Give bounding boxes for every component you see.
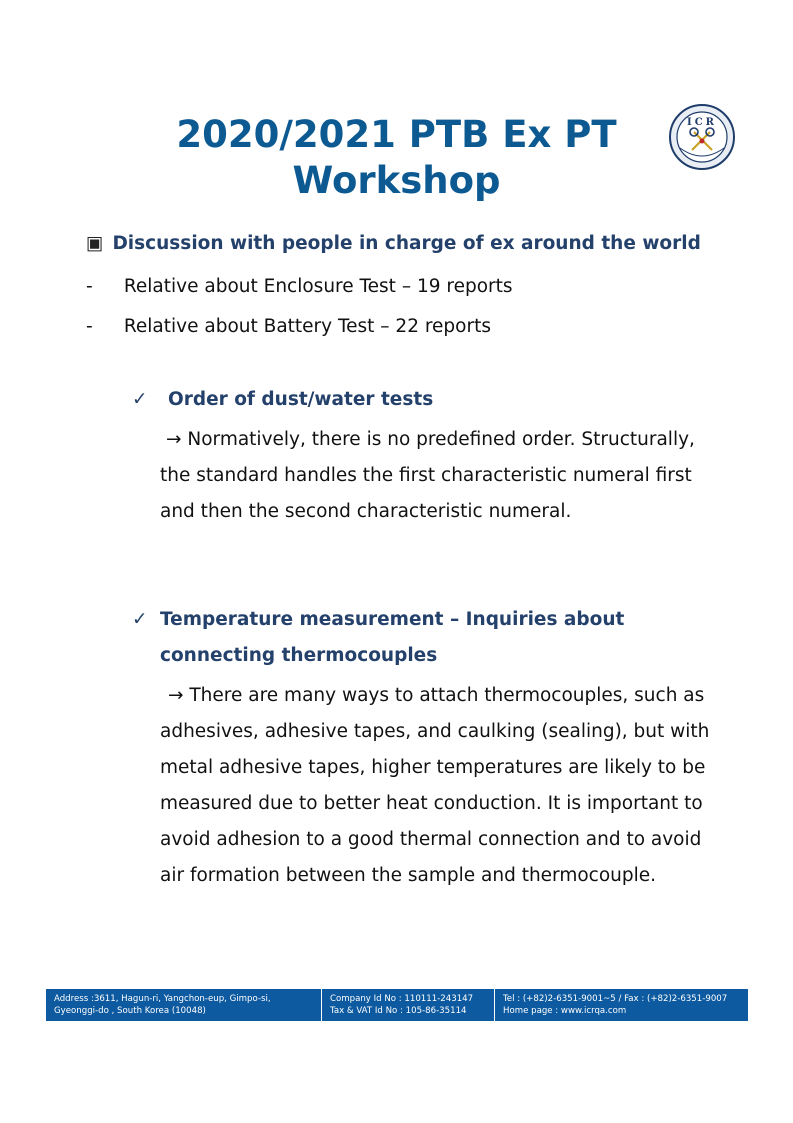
footer-contact <box>495 989 748 1021</box>
checkmark-icon: ✓ <box>132 609 148 630</box>
footer-company-ids <box>322 989 495 1021</box>
footer-address <box>46 989 322 1021</box>
icr-logo <box>666 104 738 170</box>
topic-heading-text-continued: connecting thermocouples <box>160 645 438 666</box>
bullet-item <box>86 316 491 337</box>
section-heading <box>86 233 701 254</box>
topic-heading <box>132 382 433 418</box>
checkmark-icon: ✓ <box>132 389 148 410</box>
topic-answer: → There are many ways to attach thermocouples, such as adhesives, adhesive tapes, and caulking (sealing), but with metal adhesive tapes, higher temperatures are likely to be measured due to better heat conduction. It is important to avoid adhesion to a good thermal connection and to avoid air formation between the sample and thermocouple. <box>160 685 710 886</box>
topic-heading-text: Order of dust/water tests <box>168 389 434 410</box>
title-line-1: 2020/2021 PTB Ex PT <box>176 113 617 156</box>
bullet-dash: - <box>86 316 93 337</box>
bullet-text: Relative about Battery Test – 22 reports <box>123 316 491 337</box>
svg-text:ICR: ICR <box>687 117 717 128</box>
footer-contact-line: Home page : www.icrqa.com <box>503 1006 627 1016</box>
title-line-2: Workshop <box>292 159 501 202</box>
topic-heading <box>132 602 624 674</box>
section-marker: ▣ <box>86 233 104 254</box>
section-heading-text: Discussion with people in charge of ex around the world <box>112 233 701 254</box>
topic-heading-text: Temperature measurement – Inquiries about <box>160 609 625 630</box>
topic-answer: → Normatively, there is no predefined order. Structurally, the standard handles the first characteristic numeral first and then the second characteristic numeral. <box>160 429 695 522</box>
bullet-item <box>86 276 513 297</box>
footer-company-line: Company Id No : 110111-243147 <box>330 994 474 1004</box>
footer-company-line: Tax & VAT Id No : 105-86-35114 <box>330 1006 467 1016</box>
footer-address-line: Gyeonggi-do , South Korea (10048) <box>54 1006 206 1016</box>
footer-contact-line: Tel : (+82)2-6351-9001~5 / Fax : (+82)2-6351-9007 <box>503 994 728 1004</box>
footer-address-line: Address :3611, Hagun-ri, Yangchon-eup, Gimpo-si, <box>54 994 271 1004</box>
footer-bar <box>46 989 748 1021</box>
bullet-text: Relative about Enclosure Test – 19 reports <box>123 276 513 297</box>
bullet-dash: - <box>86 276 93 297</box>
